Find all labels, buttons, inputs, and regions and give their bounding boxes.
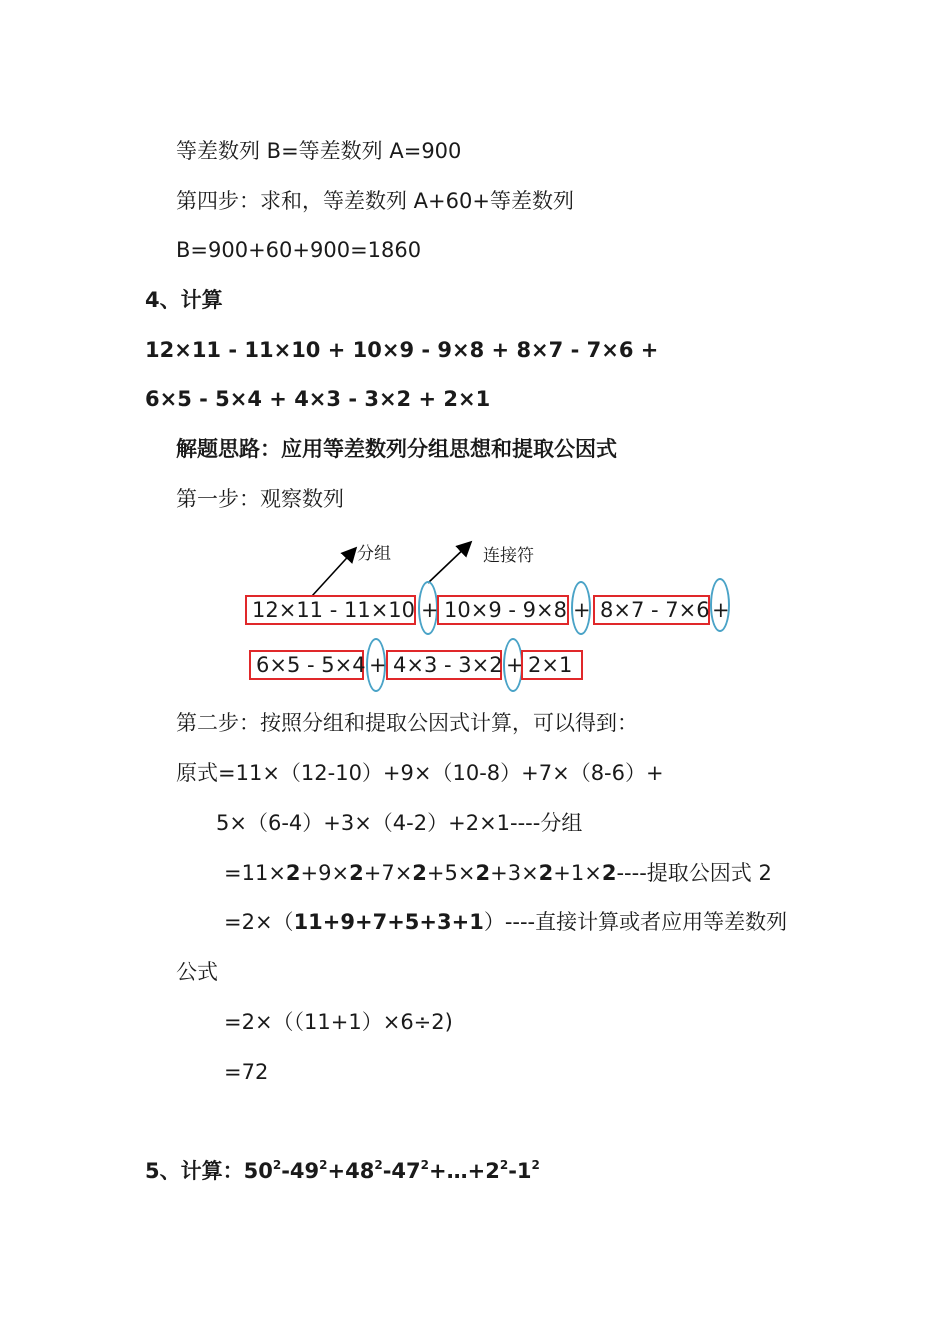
plus-sign: + <box>421 598 439 622</box>
question-4-expression: 6×5 - 5×4 + 4×3 - 3×2 + 2×1 <box>145 387 491 411</box>
group-box: 8×7 - 7×6 <box>593 595 710 625</box>
calc-line: =2×（11+9+7+5+3+1）----直接计算或者应用等差数列 <box>224 910 788 934</box>
step-1: 第一步：观察数列 <box>176 487 344 511</box>
calc-line: =2×（（11+1）×6÷2) <box>224 1010 453 1034</box>
plus-sign: + <box>573 598 591 622</box>
plus-sign: + <box>506 653 524 677</box>
calc-line: =11×2+9×2+7×2+5×2+3×2+1×2----提取公因式 2 <box>224 861 772 885</box>
calc-line: 原式=11×（12-10）+9×（10-8）+7×（8-6）+ <box>176 761 664 785</box>
group-box: 10×9 - 9×8 <box>437 595 569 625</box>
solution-approach: 解题思路：应用等差数列分组思想和提取公因式 <box>176 437 617 461</box>
arrow-connector <box>428 543 470 583</box>
text-line: 第四步：求和，等差数列 A+60+等差数列 <box>176 189 574 213</box>
question-5-title: 5、计算：$50^2-49^2+48^2-47^2+\dots+2^2-1^2$ <box>145 1158 540 1183</box>
plus-sign: + <box>712 598 730 622</box>
plus-sign: + <box>369 653 387 677</box>
group-box: 2×1 <box>521 650 583 680</box>
group-box: 12×11 - 11×10 <box>245 595 416 625</box>
text-line: 等差数列 B=等差数列 A=900 <box>176 139 462 163</box>
label-connector: 连接符 <box>483 546 534 566</box>
question-4-title: 4、计算 <box>145 288 223 312</box>
text-line: B=900+60+900=1860 <box>176 238 422 262</box>
step-2: 第二步：按照分组和提取公因式计算，可以得到： <box>176 711 638 735</box>
label-group: 分组 <box>357 544 391 564</box>
group-box: 4×3 - 3×2 <box>386 650 502 680</box>
arrow-group <box>312 549 355 596</box>
calc-line: =72 <box>224 1060 269 1084</box>
calc-line: 5×（6-4）+3×（4-2）+2×1----分组 <box>216 811 583 835</box>
group-box: 6×5 - 5×4 <box>249 650 364 680</box>
calc-line: 公式 <box>176 960 218 984</box>
question-4-expression: 12×11 - 11×10 + 10×9 - 9×8 + 8×7 - 7×6 + <box>145 338 659 362</box>
